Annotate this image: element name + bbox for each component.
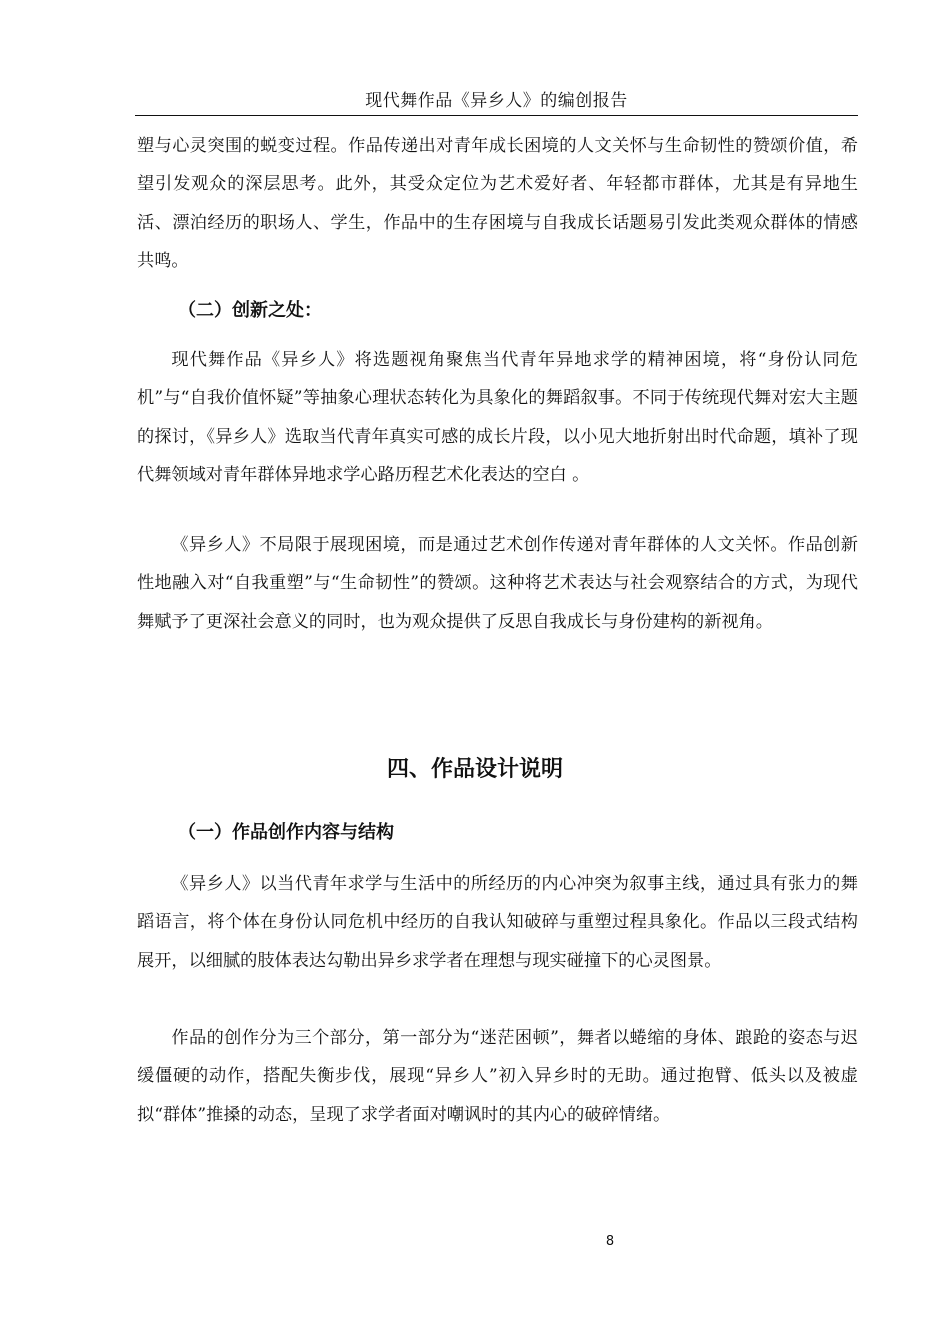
page-number: 8	[605, 1234, 615, 1249]
paragraph-structure-2: 作品的创作分为三个部分，第一部分为“迷茫困顿”，舞者以蜷缩的身体、踉跄的姿态与迟缓僵硬的动作，搭配失衡步伐，展现“异乡人”初入异乡时的无助。通过抱臂、低头以及被虚拟“群体”推搡的动态，呈现了求学者面对嘲讽时的其内心的破碎情绪。	[137, 1028, 858, 1125]
subheading-innovation: （二）创新之处：	[178, 300, 322, 321]
subheading-structure: （一）作品创作内容与结构	[178, 822, 394, 843]
paragraph-continued: 塑与心灵突围的蜕变过程。作品传递出对青年成长困境的人文关怀与生命韧性的赞颂价值，希望引发观众的深层思考。此外，其受众定位为艺术爱好者、年轻都市群体，尤其是有异地生活、漂泊经历的职场人、学生，作品中的生存困境与自我成长话题易引发此类观众群体的情感共鸣。	[137, 136, 858, 272]
paragraph-innovation-1: 现代舞作品《异乡人》将选题视角聚焦当代青年异地求学的精神困境，将“身份认同危机”与“自我价值怀疑”等抽象心理状态转化为具象化的舞蹈叙事。不同于传统现代舞对宏大主题的探讨，《异乡人》选取当代青年真实可感的成长片段，以小见大地折射出时代命题，填补了现代舞领域对青年群体异地求学心路历程艺术化表达的空白 。	[137, 350, 858, 486]
section-heading: 四、作品设计说明	[386, 757, 563, 782]
paragraph-structure-1: 《异乡人》以当代青年求学与生活中的所经历的内心冲突为叙事主线，通过具有张力的舞蹈语言，将个体在身份认同危机中经历的自我认知破碎与重塑过程具象化。作品以三段式结构展开，以细腻的肢体表达勾勒出异乡求学者在理想与现实碰撞下的心灵图景。	[137, 874, 858, 971]
header-rule	[135, 115, 858, 116]
running-header: 现代舞作品《异乡人》的编创报告	[365, 91, 628, 111]
paragraph-innovation-2: 《异乡人》不局限于展现困境，而是通过艺术创作传递对青年群体的人文关怀。作品创新性地融入对“自我重塑”与“生命韧性”的赞颂。这种将艺术表达与社会观察结合的方式，为现代舞赋予了更深社会意义的同时，也为观众提供了反思自我成长与身份建构的新视角。	[137, 535, 858, 632]
